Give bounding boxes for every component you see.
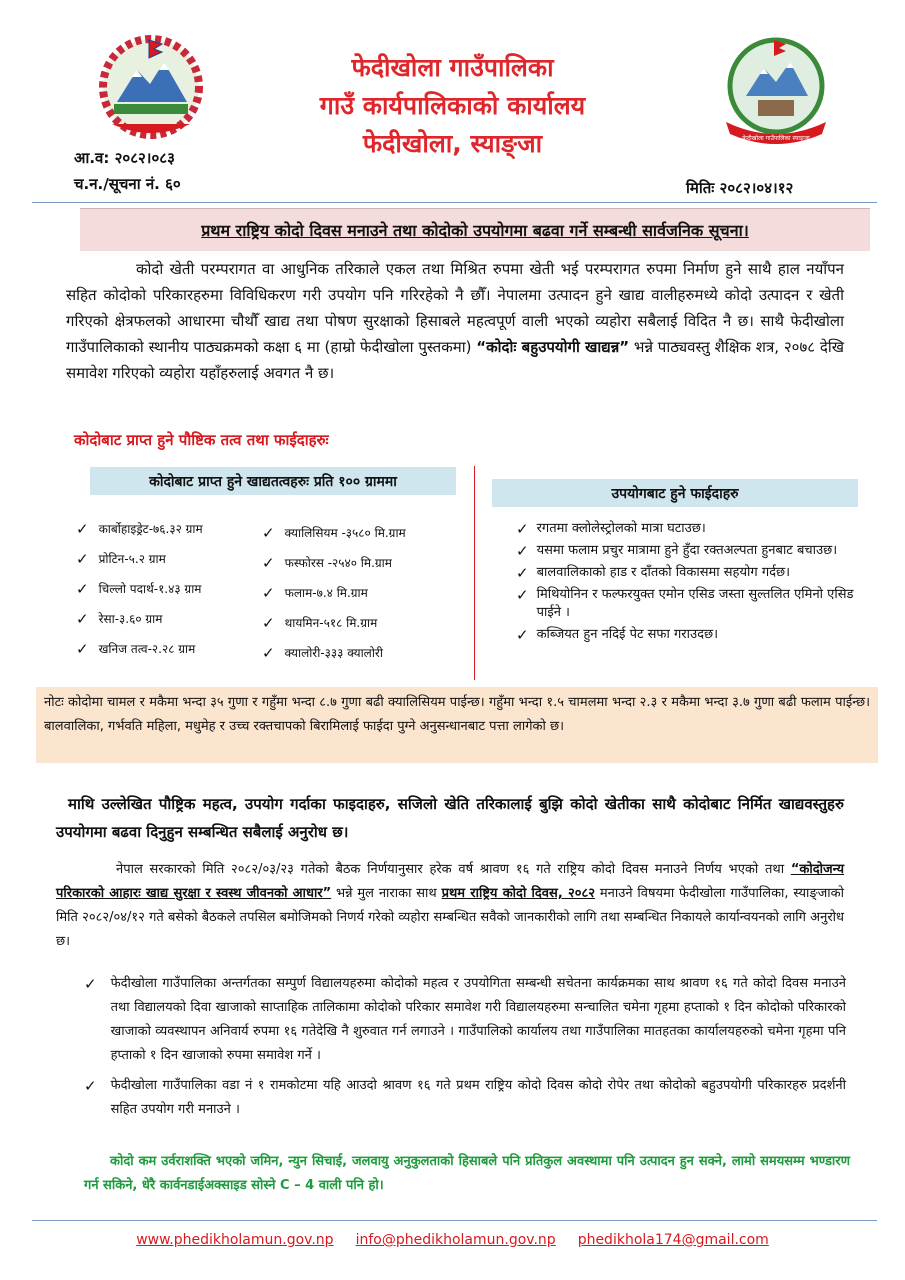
check-icon: ✓	[76, 550, 89, 568]
check-icon: ✓	[262, 614, 275, 632]
check-icon: ✓	[516, 586, 529, 604]
decision-text-3: मनाउने विषयमा फेदीखोला गाउँपालिका, स्याङ्जाको मिति २०८२/०४/१२ गते बसेको बैठकले तपसिल बमोजिमको निणर्य गरेको व्यहोरा सम्बन्धित सवैको जानकारीको लागि तथा सम्बन्धित निकायले कार्यान्वयनको लागि अनुरोध छ।	[56, 886, 844, 949]
nutrition-col-1	[76, 514, 256, 664]
nutrient-item: ✓ फस्फोरस -२५४० मि.ग्राम	[262, 554, 392, 572]
check-icon: ✓	[516, 542, 529, 560]
nutrient-item: ✓ थायमिन-५१८ मि.ग्राम	[262, 614, 378, 632]
office-title-2: गाउँ कार्यपालिकाको कार्यालय	[319, 91, 586, 120]
check-icon: ✓	[262, 524, 275, 542]
intro-text-end: भन्ने पाठ्यवस्तु शैक्षिक शत्र, २०७८ देखि समावेश गरिएको व्यहोरा यहाँहरुलाई अवगत नै छ।	[66, 338, 844, 382]
intro-text: कोदो खेती परम्परागत वा आधुनिक तरिकाले एकल तथा मिश्रित रुपमा खेती भई परम्परागत रुपमा निर्माण हुने साथै हाल नयाँपन सहित कोदोको परिकारहरुमा विविधिकरण गरी उपयोग पनि गरिरहेको नै छौँ। नेपालमा उत्पादन हुने खाद्य वालीहरुमध्ये कोदो उत्पादन र खेती गरिएको क्षेत्रफलको आधारमा चौथौँ खाद्य तथा पोषण सुरक्षाको हिसाबले महत्वपूर्ण वाली भएको व्यहोरा सबैलाई विदित नै छ। साथै फेदीखोला गाउँपालिकाको स्थानीय पाठ्यक्रमको कक्षा ६ मा (हाम्रो फेदीखोला पुस्तकमा)	[66, 260, 844, 356]
benefits-list	[516, 520, 876, 648]
office-title-3: फेदीखोला, स्याङ्जा	[362, 129, 543, 158]
notice-subject: प्रथम राष्ट्रिय कोदो दिवस मनाउने तथा कोदोको उपयोगमा बढवा गर्ने सम्बन्धी सार्वजनिक सूचना।	[80, 208, 870, 251]
appeal-paragraph: माथि उल्लेखित पौष्ट्रिक महत्व, उपयोग गर्दाका फाइदाहरु, सजिलो खेति तरिकालाई बुझि कोदो खेतीका साथै कोदोबाट निर्मित खाद्यवस्तुहरु उपयोगमा बढवा दिनुहुन सम्बन्धित सबैलाई अनुरोध छ।	[56, 795, 844, 841]
nutrient-item: ✓ रेसा-३.६० ग्राम	[76, 610, 163, 628]
footer	[0, 1232, 905, 1248]
fiscal-year: आ.व: २०८२।०८३	[74, 149, 175, 167]
check-icon: ✓	[516, 626, 529, 644]
nutrition-table-heading: कोदोबाट प्राप्त हुने खाद्यतत्वहरुः प्रति १०० ग्राममा	[90, 467, 456, 495]
check-icon: ✓	[262, 584, 275, 602]
green-note: कोदो कम उर्वराशक्ति भएको जमिन, न्युन सिचाई, जलवायु अनुकुलताको हिसाबले पनि प्रतिकुल अवस्थामा पनि उत्पादन हुन सक्ने, लामो समयसम्म भण्डारण गर्न सकिने, धेरै कार्वनडाईअक्साइड सोस्ने C – 4 वाली पनि हो।	[84, 1154, 850, 1193]
decision-item: ✓ फेदीखोला गाउँपालिका वडा नं १ रामकोटमा यहि आउदो श्रावण १६ गते प्रथम राष्ट्रिय कोदो दिवस कोदो रोपेर तथा कोदोको बहुउपयोगी परिकारहरु प्रदर्शनी सहित उपयोग गरी मनाउने ।	[84, 1074, 846, 1122]
reference-number: च.न./सूचना नं. ६०	[74, 175, 181, 193]
benefits-heading: उपयोगबाट हुने फाईदाहरु	[492, 479, 858, 507]
check-icon: ✓	[516, 520, 529, 538]
nutrient-item: ✓ चिल्लो पदार्थ-१.४३ ग्राम	[76, 580, 202, 598]
check-icon: ✓	[84, 1077, 97, 1095]
intro-quote: “कोदोः बहुउपयोगी खाद्यन्न”	[476, 338, 630, 356]
check-icon: ✓	[76, 580, 89, 598]
check-icon: ✓	[76, 520, 89, 538]
nutrient-item: ✓ खनिज तत्व-२.२८ ग्राम	[76, 640, 196, 658]
nutrient-item: ✓ प्रोटिन-५.२ ग्राम	[76, 550, 166, 568]
email-link-gmail[interactable]: phedikhola174@gmail.com	[577, 1232, 769, 1248]
notice-date: मितिः २०८२।०४।१२	[686, 179, 794, 197]
decision-slogan: “कोदोजन्य परिकारको आहारः खाद्य सुरक्षा र स्वस्थ जीवनको आधार”	[56, 862, 844, 901]
check-icon: ✓	[76, 610, 89, 628]
decision-paragraph	[56, 858, 844, 954]
office-title-1: फेदीखोला गाउँपालिका	[351, 53, 554, 82]
nutrition-col-2	[262, 518, 462, 668]
benefit-item: ✓ बालवालिकाको हाड र दाँतको विकासमा सहयोग गर्दछ।	[516, 564, 791, 582]
nutrient-item: ✓ क्यालिसियम -३५८० मि.ग्राम	[262, 524, 406, 542]
benefit-item: ✓ कब्जियत हुन नदिई पेट सफा गराउदछ।	[516, 626, 719, 644]
email-link-info[interactable]: info@phedikholamun.gov.np	[355, 1232, 556, 1248]
nutrition-heading: कोदोबाट प्राप्त हुने पौष्टिक तत्व तथा फाईदाहरुः	[74, 431, 329, 449]
nutrient-item: ✓ क्यालोरी-३३३ क्यालोरी	[262, 644, 383, 662]
benefit-item: ✓ यसमा फलाम प्रचुर मात्रामा हुने हुँदा रक्तअल्पता हुनबाट बचाउछ।	[516, 542, 838, 560]
nutrient-item: ✓ कार्बोहाइड्रेट-७६.३२ ग्राम	[76, 520, 203, 538]
header-divider	[32, 202, 877, 203]
check-icon: ✓	[76, 640, 89, 658]
decision-item: ✓ फेदीखोला गाउँपालिका अन्तर्गतका सम्पुर्ण विद्यालयहरुमा कोदोको महत्व र उपयोगिता सम्बन्धी सचेतना कार्यक्रमका साथ श्रावण १६ गते कोदो दिवस मनाउने तथा विद्यालयको दिवा खाजाको साप्ताहिक तालिकामा कोदोको परिकार समावेश गरी विद्यालयहरुमा सन्चालित चमेना गृहमा हप्ताको १ दिन कोदोको परिकारको खाजाको व्यवस्थापन अनिवार्य रुपमा १६ गतेदेखि नै शुरुवात गर्न लगाउने । गाउँपालिको कार्यालय तथा गाउँपालिका मातहतका कार्यालयहरुको चमेना गृहमा पनि हप्ताको १ दिन खाजाको रुपमा समावेश गर्ने ।	[84, 972, 846, 1068]
website-link[interactable]: www.phedikholamun.gov.np	[136, 1232, 334, 1248]
check-icon: ✓	[516, 564, 529, 582]
calcium-note: नोटः कोदोमा चामल र मकैमा भन्दा ३५ गुणा र गहुँमा भन्दा ८.७ गुणा बढी क्यालिसियम पाईन्छ। गहुँमा भन्दा १.५ चामलमा भन्दा २.३ र मकैमा भन्दा ३.७ गुणा बढी फलाम पाईन्छ। बालवालिका, गर्भवति महिला, मधुमेह र उच्च रक्तचापको बिरामिलाई फाईदा पुग्ने अनुसन्धानबाट पत्ता लागेको छ।	[36, 687, 878, 763]
decision-text-2: भन्ने मुल नाराका साथ	[336, 886, 437, 901]
nutrient-item: ✓ फलाम-७.४ मि.ग्राम	[262, 584, 368, 602]
decision-text-1: नेपाल सरकारको मिति २०८२/०३/२३ गतेको बैठक निर्णयानुसार हरेक वर्ष श्रावण १६ गते राष्ट्रिय कोदो दिवस मनाउने निर्णय भएको तथा	[116, 862, 785, 877]
intro-paragraph	[66, 256, 844, 386]
decision-day: प्रथम राष्ट्रिय कोदो दिवस, २०८२	[441, 886, 596, 901]
logo-caption: फेदीखोला गाउँपालिका स्याङ्जा	[742, 135, 810, 142]
check-icon: ✓	[262, 644, 275, 662]
footer-divider	[32, 1220, 877, 1221]
decision-list	[84, 972, 846, 1122]
benefit-item: ✓ रगतमा क्लोलेस्ट्रोलको मात्रा घटाउछ।	[516, 520, 706, 538]
benefit-item: ✓ मिथियोनिन र फल्फरयुक्त एमोन एसिड जस्ता सुल्तलित एमिनो एसिड पाईने ।	[516, 586, 854, 620]
check-icon: ✓	[262, 554, 275, 572]
column-divider	[474, 466, 475, 680]
check-icon: ✓	[84, 975, 97, 993]
